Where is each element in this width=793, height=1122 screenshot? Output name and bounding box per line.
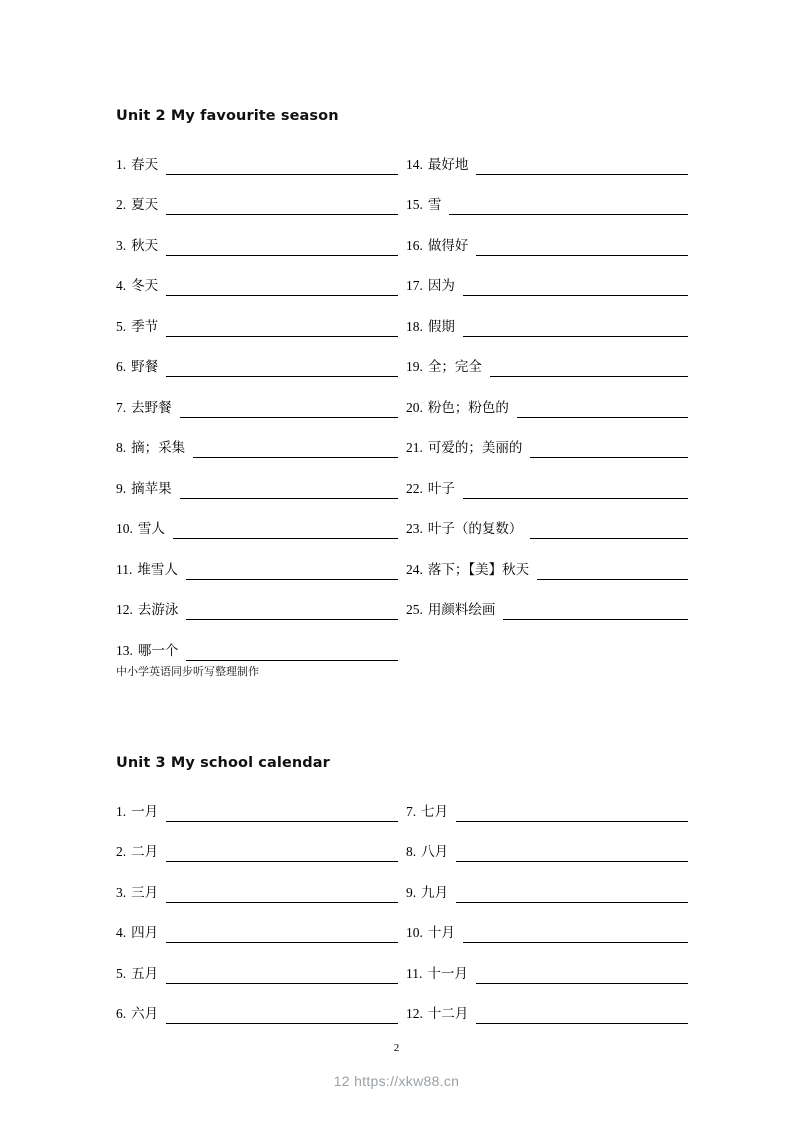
list-item bbox=[116, 781, 406, 822]
item-number: 17. bbox=[406, 278, 423, 293]
list-item bbox=[406, 175, 696, 216]
list-item bbox=[116, 620, 406, 661]
answer-blank[interactable] bbox=[476, 159, 688, 175]
item-number: 6. bbox=[116, 1006, 127, 1021]
answer-blank[interactable] bbox=[166, 321, 398, 337]
item-word: 堆雪人 bbox=[137, 561, 178, 578]
list-item bbox=[116, 418, 406, 459]
list-item bbox=[116, 862, 406, 903]
item-word: 一月 bbox=[131, 803, 159, 820]
answer-blank[interactable] bbox=[186, 645, 398, 661]
item-word: 季节 bbox=[131, 318, 159, 335]
item-word: 雪 bbox=[427, 197, 442, 213]
list-item bbox=[116, 337, 406, 378]
section-columns bbox=[116, 134, 696, 679]
list-item bbox=[406, 256, 696, 297]
answer-blank[interactable] bbox=[503, 604, 688, 620]
answer-blank[interactable] bbox=[166, 968, 398, 984]
answer-blank[interactable] bbox=[517, 402, 688, 418]
item-word: 哪一个 bbox=[137, 642, 179, 659]
item-number: 1. bbox=[116, 803, 127, 819]
list-item bbox=[406, 539, 696, 580]
answer-blank[interactable] bbox=[449, 199, 688, 215]
answer-blank[interactable] bbox=[476, 240, 688, 256]
column-right bbox=[406, 134, 696, 620]
list-item bbox=[406, 215, 696, 256]
answer-blank[interactable] bbox=[166, 280, 398, 296]
list-item bbox=[116, 134, 406, 175]
answer-blank[interactable] bbox=[166, 806, 398, 822]
item-number: 11. bbox=[406, 965, 423, 981]
item-word: 九月 bbox=[421, 884, 449, 901]
list-item bbox=[116, 175, 406, 216]
item-word: 三月 bbox=[131, 884, 159, 901]
item-word: 粉色；粉色的 bbox=[427, 399, 509, 416]
list-item bbox=[116, 296, 406, 337]
item-number: 25. bbox=[406, 602, 423, 617]
list-item bbox=[406, 134, 696, 175]
list-item bbox=[406, 580, 696, 621]
item-number: 9. bbox=[116, 480, 127, 496]
item-number: 7. bbox=[406, 803, 417, 819]
item-word: 叶子（的复数） bbox=[427, 521, 523, 537]
answer-blank[interactable] bbox=[180, 483, 398, 499]
item-word: 假期 bbox=[427, 318, 455, 335]
item-word: 摘；采集 bbox=[131, 440, 186, 456]
list-item bbox=[116, 377, 406, 418]
answer-blank[interactable] bbox=[537, 564, 688, 580]
item-number: 5. bbox=[116, 318, 127, 334]
item-word: 二月 bbox=[131, 844, 159, 860]
section-title: Unit 3 My school calendar bbox=[116, 755, 330, 771]
item-number: 12. bbox=[116, 602, 133, 617]
column-left bbox=[116, 781, 406, 1024]
answer-blank[interactable] bbox=[456, 887, 688, 903]
item-number: 2. bbox=[116, 197, 127, 212]
list-item bbox=[116, 458, 406, 499]
item-number: 14. bbox=[406, 156, 423, 172]
item-word: 叶子 bbox=[427, 480, 455, 497]
item-word: 七月 bbox=[421, 803, 449, 820]
answer-blank[interactable] bbox=[173, 523, 398, 539]
item-number: 22. bbox=[406, 480, 423, 496]
list-item bbox=[406, 943, 696, 984]
item-number: 8. bbox=[406, 844, 417, 859]
item-number: 8. bbox=[116, 440, 127, 455]
item-number: 4. bbox=[116, 925, 127, 940]
list-item bbox=[406, 984, 696, 1025]
answer-blank[interactable] bbox=[166, 887, 398, 903]
item-word: 摘苹果 bbox=[131, 480, 172, 497]
item-number: 9. bbox=[406, 884, 417, 900]
item-number: 5. bbox=[116, 965, 127, 981]
item-number: 15. bbox=[406, 197, 423, 212]
footer-url: 12 https://xkw88.cn bbox=[333, 1073, 460, 1089]
item-word: 秋天 bbox=[131, 237, 159, 254]
list-item bbox=[116, 580, 406, 621]
item-number: 11. bbox=[116, 561, 133, 577]
item-number: 1. bbox=[116, 156, 127, 172]
list-item bbox=[116, 499, 406, 540]
item-number: 21. bbox=[406, 440, 423, 455]
list-item bbox=[116, 256, 406, 297]
item-number: 6. bbox=[116, 359, 127, 374]
answer-blank[interactable] bbox=[166, 1008, 398, 1024]
item-number: 20. bbox=[406, 399, 423, 415]
list-item bbox=[406, 862, 696, 903]
answer-blank[interactable] bbox=[463, 927, 688, 943]
answer-blank[interactable] bbox=[166, 240, 398, 256]
section-unit-2 bbox=[116, 108, 696, 679]
item-word: 可爱的；美丽的 bbox=[427, 440, 523, 456]
item-word: 最好地 bbox=[427, 156, 469, 173]
item-word: 落下；【美】秋天 bbox=[427, 561, 530, 578]
answer-blank[interactable] bbox=[456, 806, 688, 822]
list-item bbox=[406, 418, 696, 459]
list-item bbox=[116, 822, 406, 863]
item-number: 24. bbox=[406, 561, 423, 577]
answer-blank[interactable] bbox=[166, 927, 398, 943]
list-item bbox=[116, 984, 406, 1025]
item-word: 冬天 bbox=[131, 278, 159, 294]
answer-blank[interactable] bbox=[463, 321, 688, 337]
item-word: 十月 bbox=[427, 925, 455, 941]
section-title: Unit 2 My favourite season bbox=[116, 108, 339, 124]
item-word: 十二月 bbox=[427, 1006, 469, 1022]
item-word: 十一月 bbox=[427, 965, 468, 982]
item-number: 16. bbox=[406, 237, 423, 253]
answer-blank[interactable] bbox=[456, 846, 688, 862]
section-columns bbox=[116, 781, 696, 1024]
item-number: 10. bbox=[116, 521, 133, 536]
item-number: 3. bbox=[116, 884, 127, 900]
column-left bbox=[116, 134, 406, 679]
item-word: 野餐 bbox=[131, 359, 159, 375]
answer-blank[interactable] bbox=[180, 402, 398, 418]
section-unit-3 bbox=[116, 755, 696, 1024]
answer-blank[interactable] bbox=[463, 483, 688, 499]
answer-blank[interactable] bbox=[476, 968, 688, 984]
item-number: 10. bbox=[406, 925, 423, 940]
item-number: 18. bbox=[406, 318, 423, 334]
item-word: 全；完全 bbox=[427, 359, 482, 375]
item-word: 春天 bbox=[131, 156, 159, 173]
page-number: 2 bbox=[393, 1042, 400, 1054]
item-word: 做得好 bbox=[427, 237, 469, 254]
list-item bbox=[406, 337, 696, 378]
answer-blank[interactable] bbox=[490, 361, 688, 377]
answer-blank[interactable] bbox=[193, 442, 398, 458]
item-word: 去游泳 bbox=[137, 602, 179, 618]
answer-blank[interactable] bbox=[166, 361, 398, 377]
answer-blank[interactable] bbox=[166, 846, 398, 862]
list-item bbox=[406, 822, 696, 863]
item-number: 19. bbox=[406, 359, 423, 374]
list-item bbox=[116, 943, 406, 984]
credit-note: 中小学英语同步听写整理制作 bbox=[116, 664, 259, 678]
item-number: 12. bbox=[406, 1006, 423, 1021]
answer-blank[interactable] bbox=[530, 442, 688, 458]
item-word: 雪人 bbox=[137, 521, 165, 537]
list-item bbox=[406, 499, 696, 540]
list-item bbox=[406, 377, 696, 418]
list-item bbox=[116, 539, 406, 580]
column-right bbox=[406, 781, 696, 1024]
item-word: 四月 bbox=[131, 925, 159, 941]
item-number: 23. bbox=[406, 521, 423, 536]
item-word: 六月 bbox=[131, 1006, 159, 1022]
list-item bbox=[406, 458, 696, 499]
item-number: 4. bbox=[116, 278, 127, 293]
list-item bbox=[116, 903, 406, 944]
answer-blank[interactable] bbox=[186, 604, 398, 620]
item-word: 用颜料绘画 bbox=[427, 602, 496, 618]
list-item bbox=[116, 215, 406, 256]
item-number: 3. bbox=[116, 237, 127, 253]
item-word: 因为 bbox=[427, 278, 455, 294]
item-word: 去野餐 bbox=[131, 399, 172, 416]
item-word: 八月 bbox=[421, 844, 449, 860]
item-word: 五月 bbox=[131, 965, 159, 982]
item-number: 7. bbox=[116, 399, 127, 415]
list-item bbox=[406, 781, 696, 822]
answer-blank[interactable] bbox=[476, 1008, 688, 1024]
list-item bbox=[406, 296, 696, 337]
answer-blank[interactable] bbox=[463, 280, 688, 296]
answer-blank[interactable] bbox=[166, 159, 398, 175]
answer-blank[interactable] bbox=[186, 564, 398, 580]
item-number: 2. bbox=[116, 844, 127, 859]
answer-blank[interactable] bbox=[166, 199, 398, 215]
item-word: 夏天 bbox=[131, 197, 159, 213]
list-item bbox=[406, 903, 696, 944]
answer-blank[interactable] bbox=[530, 523, 688, 539]
item-number: 13. bbox=[116, 642, 133, 658]
